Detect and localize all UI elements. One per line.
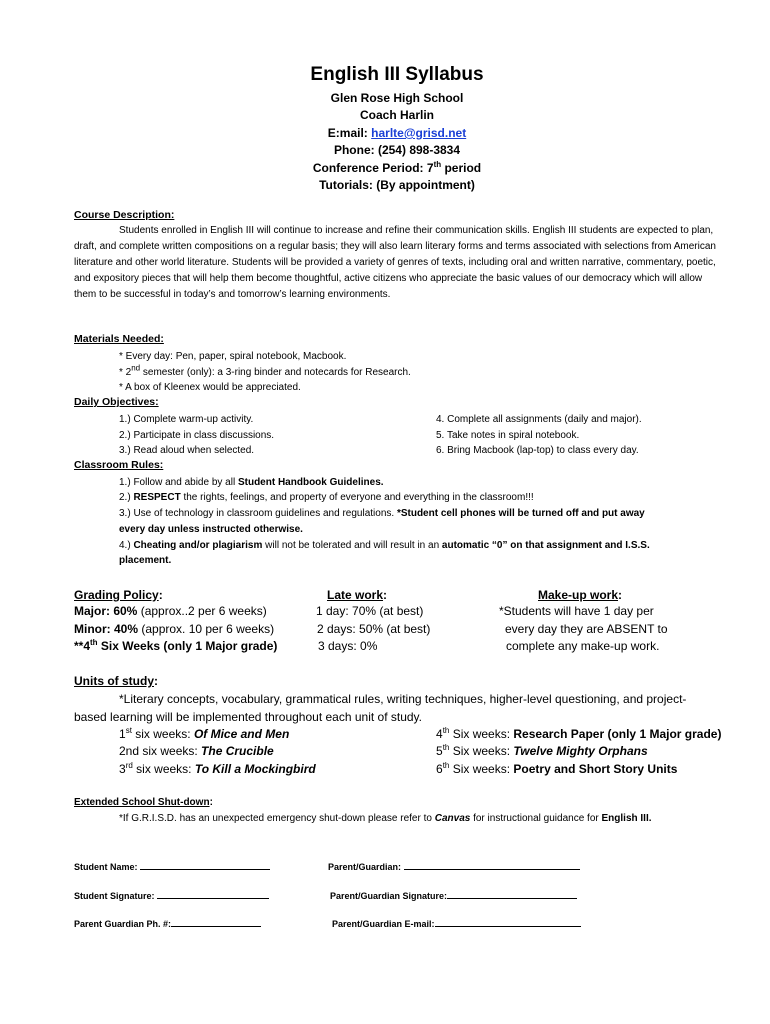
objective-1: 1.) Complete warm-up activity. [119, 414, 254, 425]
unit-2: 2nd six weeks: The Crucible [119, 744, 274, 758]
makeup-work-line-1: *Students will have 1 day per [499, 604, 654, 618]
email-link[interactable]: harlte@grisd.net [371, 126, 467, 140]
rule-4-continued: placement. [119, 555, 172, 566]
parent-phone-line [171, 917, 261, 927]
student-signature-line [157, 889, 269, 899]
course-description-text: Students enrolled in English III will continue to increase and refine their communication skills. English III students are expected to plan, draft, and complete written compositions on a regular basis; they will also learn literary forms and terms associated with selections from American literature and other world literature. Students will be provided a variety of genres of texts, including oral and written narrative, commentary, poetic, and expository pieces that will help them become thoughtful, active citizens who appreciate the basic values of our democracy which will allow them to be successful in today’s and tomorrow’s learning environments. [74, 225, 716, 300]
materials-heading: Materials Needed: [74, 333, 164, 345]
late-work-line-3: 3 days: 0% [318, 639, 378, 653]
unit-5: 5th Six weeks: Twelve Mighty Orphans [436, 743, 648, 758]
student-signature-field[interactable]: Student Signature: [74, 889, 269, 901]
unit-1: 1st six weeks: Of Mice and Men [119, 726, 290, 741]
makeup-work-heading: Make-up work: [538, 588, 623, 602]
shutdown-heading: Extended School Shut-down: [74, 797, 213, 808]
materials-item-3: * A box of Kleenex would be appreciated. [119, 382, 301, 393]
units-intro-line-1: *Literary concepts, vocabulary, grammatical rules, writing techniques, higher-level questioning, and project- [119, 692, 687, 706]
rule-1: 1.) Follow and abide by all Student Handbook Guidelines. [119, 477, 384, 488]
daily-objectives-heading: Daily Objectives: [74, 396, 159, 408]
phone-line: Phone: (254) 898-3834 [333, 143, 461, 157]
materials-item-1: * Every day: Pen, paper, spiral notebook, Macbook. [119, 351, 347, 362]
grading-minor: Minor: 40% (approx. 10 per 6 weeks) [74, 622, 275, 636]
grading-major: Major: 60% (approx..2 per 6 weeks) [74, 604, 267, 618]
parent-phone-field[interactable]: Parent Guardian Ph. #: [74, 917, 261, 929]
course-description-heading: Course Description: [74, 209, 175, 221]
shutdown-text: *If G.R.I.S.D. has an unexpected emergency shut-down please refer to Canvas for instructional guidance for English III. [119, 813, 652, 824]
parent-email-line [435, 917, 581, 927]
tutorials-line: Tutorials: (By appointment) [319, 178, 475, 192]
units-heading: Units of study: [74, 674, 158, 688]
objective-6: 6. Bring Macbook (lap-top) to class every day. [436, 445, 639, 456]
grading-fourth-six-weeks: **4th Six Weeks (only 1 Major grade) [74, 638, 278, 653]
grading-policy-heading: Grading Policy: [74, 588, 163, 602]
unit-6: 6th Six weeks: Poetry and Short Story Units [436, 761, 678, 776]
document-title: English III Syllabus [310, 64, 484, 85]
parent-email-field[interactable]: Parent/Guardian E-mail: [332, 917, 581, 929]
rule-4: 4.) Cheating and/or plagiarism will not be tolerated and will result in an automatic “0” on that assignment and I.S.S. [119, 540, 650, 551]
rule-3-continued: every day unless instructed otherwise. [119, 524, 303, 535]
makeup-work-line-3: complete any make-up work. [506, 639, 660, 653]
parent-guardian-line [404, 860, 580, 870]
unit-3: 3rd six weeks: To Kill a Mockingbird [119, 761, 316, 776]
parent-guardian-field[interactable]: Parent/Guardian: [328, 860, 580, 872]
email-label: E:mail: [327, 126, 368, 140]
conference-period: Conference Period: 7th period [312, 160, 482, 175]
units-intro-line-2: based learning will be implemented throughout each unit of study. [74, 710, 422, 724]
objective-4: 4. Complete all assignments (daily and major). [436, 414, 642, 425]
objective-5: 5. Take notes in spiral notebook. [436, 430, 580, 441]
late-work-line-2: 2 days: 50% (at best) [317, 622, 431, 636]
rule-3: 3.) Use of technology in classroom guidelines and regulations. *Student cell phones will be turned off and put away [119, 508, 645, 519]
school-name: Glen Rose High School [330, 91, 464, 105]
late-work-heading: Late work: [327, 588, 388, 602]
materials-item-2: * 2nd semester (only): a 3-ring binder and notecards for Research. [119, 363, 411, 378]
unit-4: 4th Six weeks: Research Paper (only 1 Major grade) [436, 726, 722, 741]
parent-guardian-signature-line [447, 889, 577, 899]
parent-guardian-signature-field[interactable]: Parent/Guardian Signature: [330, 889, 577, 901]
teacher-name: Coach Harlin [359, 108, 434, 122]
rule-2: 2.) RESPECT the rights, feelings, and property of everyone and everything in the classroom!!! [119, 492, 534, 503]
objective-3: 3.) Read aloud when selected. [119, 445, 255, 456]
email-line [0, 126, 770, 140]
student-name-line [140, 860, 270, 870]
makeup-work-line-2: every day they are ABSENT to [505, 622, 668, 636]
classroom-rules-heading: Classroom Rules: [74, 459, 164, 471]
student-name-field[interactable]: Student Name: [74, 860, 270, 872]
late-work-line-1: 1 day: 70% (at best) [316, 604, 424, 618]
objective-2: 2.) Participate in class discussions. [119, 430, 275, 441]
